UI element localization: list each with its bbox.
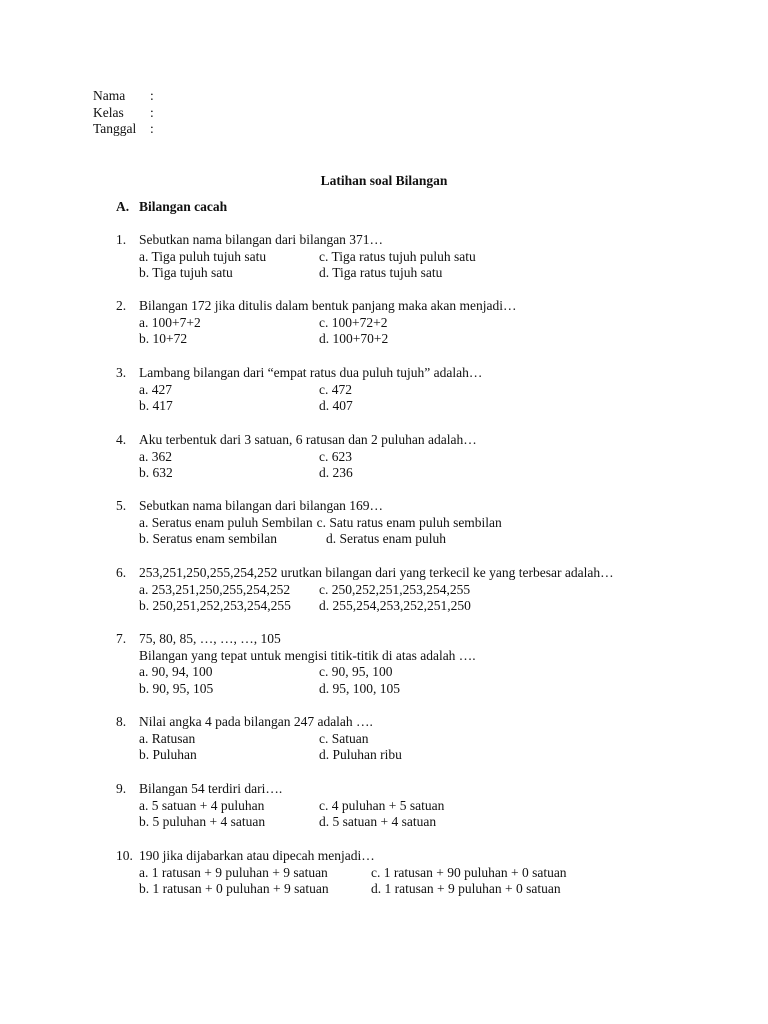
date-separator: :	[150, 121, 154, 136]
question-text: Aku terbentuk dari 3 satuan, 6 ratusan dan 2 puluhan adalah…	[139, 432, 477, 447]
question-4	[116, 432, 477, 482]
option-d: d. Seratus enam puluh	[326, 531, 446, 546]
option-c: c. 4 puluhan + 5 satuan	[319, 797, 445, 813]
answer-options	[139, 315, 517, 348]
section-letter: A.	[116, 199, 130, 214]
option-d: d. 1 ratusan + 9 puluhan + 0 satuan	[371, 881, 561, 896]
option-a: a. Seratus enam puluh Sembilan	[139, 514, 313, 530]
option-b: b. Seratus enam sembilan	[139, 531, 277, 546]
name-label: Nama	[93, 88, 126, 103]
option-a: a. 100+7+2	[139, 314, 201, 330]
date-label: Tanggal	[93, 121, 137, 136]
option-d: d. 95, 100, 105	[319, 680, 400, 696]
option-a: a. Tiga puluh tujuh satu	[139, 248, 267, 264]
question-text: Bilangan 172 jika ditulis dalam bentuk panjang maka akan menjadi…	[139, 298, 517, 313]
name-field	[93, 88, 154, 105]
name-separator: :	[150, 88, 154, 103]
answer-options	[139, 731, 402, 764]
number-sequence: 75, 80, 85, …, …, …, 105	[139, 631, 281, 646]
option-d: d. 5 satuan + 4 satuan	[319, 814, 437, 829]
question-number: 10.	[116, 848, 133, 863]
answer-options	[139, 865, 567, 898]
question-5	[116, 498, 502, 548]
question-text: 190 jika dijabarkan atau dipecah menjadi…	[139, 848, 375, 863]
option-c: c. 100+72+2	[319, 314, 388, 330]
question-number: 4.	[116, 432, 127, 447]
question-2	[116, 298, 517, 348]
question-6	[116, 565, 614, 615]
option-d: d. 255,254,253,252,251,250	[319, 598, 471, 613]
option-c: c. 623	[319, 448, 352, 464]
question-text: Sebutkan nama bilangan dari bilangan 371…	[139, 232, 384, 247]
answer-options	[139, 449, 477, 482]
option-c: c. Tiga ratus tujuh puluh satu	[319, 248, 476, 264]
answer-options	[139, 249, 476, 282]
answer-options	[139, 798, 444, 831]
question-number: 5.	[116, 498, 127, 513]
question-text: Bilangan 54 terdiri dari….	[139, 781, 283, 796]
option-b: b. 1 ratusan + 0 puluhan + 9 satuan	[139, 881, 329, 896]
question-8	[116, 714, 402, 764]
question-number: 3.	[116, 365, 127, 380]
option-b: b. 417	[139, 398, 173, 413]
option-c: c. 90, 95, 100	[319, 664, 393, 679]
option-d: d. Puluhan ribu	[319, 747, 402, 762]
answer-options	[139, 648, 476, 698]
option-c: c. 472	[319, 381, 352, 397]
option-d: d. 100+70+2	[319, 331, 389, 346]
question-number: 2.	[116, 298, 127, 313]
option-b: b. Puluhan	[139, 747, 197, 762]
option-d: d. 407	[319, 398, 353, 413]
question-text: 253,251,250,255,254,252 urutkan bilangan dari yang terkecil ke yang terbesar adalah…	[139, 565, 614, 580]
option-c: c. 1 ratusan + 90 puluhan + 0 satuan	[371, 864, 567, 880]
question-number: 7.	[116, 631, 127, 646]
question-number: 8.	[116, 714, 127, 729]
option-b: b. 90, 95, 105	[139, 680, 214, 696]
option-a: a. 253,251,250,255,254,252	[139, 581, 291, 597]
option-b: b. 5 puluhan + 4 satuan	[139, 814, 266, 829]
option-c: c. Satuan	[319, 730, 369, 746]
option-b: b. Tiga tujuh satu	[139, 265, 233, 280]
option-d: d. Tiga ratus tujuh satu	[319, 265, 443, 280]
question-text: Bilangan yang tepat untuk mengisi titik-titik di atas adalah ….	[139, 647, 476, 663]
question-number: 6.	[116, 565, 127, 580]
question-1	[116, 232, 476, 282]
option-a: a. 427	[139, 381, 172, 397]
question-3	[116, 365, 482, 415]
student-info-header	[93, 88, 154, 138]
question-number: 9.	[116, 781, 127, 796]
option-a: a. 1 ratusan + 9 puluhan + 9 satuan	[139, 864, 328, 880]
question-10	[116, 848, 567, 898]
option-b: b. 632	[139, 465, 173, 480]
class-field	[93, 105, 154, 122]
answer-options	[139, 515, 502, 548]
option-a: a. 5 satuan + 4 puluhan	[139, 797, 265, 813]
answer-options	[139, 582, 614, 615]
question-9	[116, 781, 444, 831]
option-a: a. Ratusan	[139, 730, 196, 746]
option-b: b. 250,251,252,253,254,255	[139, 598, 291, 613]
option-d: d. 236	[319, 465, 353, 480]
question-text: Nilai angka 4 pada bilangan 247 adalah ….	[139, 714, 373, 729]
section-title: Bilangan cacah	[139, 199, 228, 214]
class-label: Kelas	[93, 104, 124, 120]
question-text: Lambang bilangan dari “empat ratus dua puluh tujuh” adalah…	[139, 365, 483, 380]
section-heading	[116, 199, 227, 216]
option-a: a. 90, 94, 100	[139, 664, 213, 679]
option-c: c. 250,252,251,253,254,255	[319, 581, 471, 597]
option-a: a. 362	[139, 448, 172, 464]
page-title: Latihan soal Bilangan	[320, 173, 448, 188]
date-field	[93, 121, 154, 138]
question-text: Sebutkan nama bilangan dari bilangan 169…	[139, 498, 384, 513]
option-b: b. 10+72	[139, 331, 188, 346]
question-number: 1.	[116, 232, 127, 247]
question-7	[116, 631, 476, 697]
answer-options	[139, 382, 482, 415]
option-c: c. Satu ratus enam puluh sembilan	[316, 514, 502, 530]
class-separator: :	[150, 104, 154, 120]
